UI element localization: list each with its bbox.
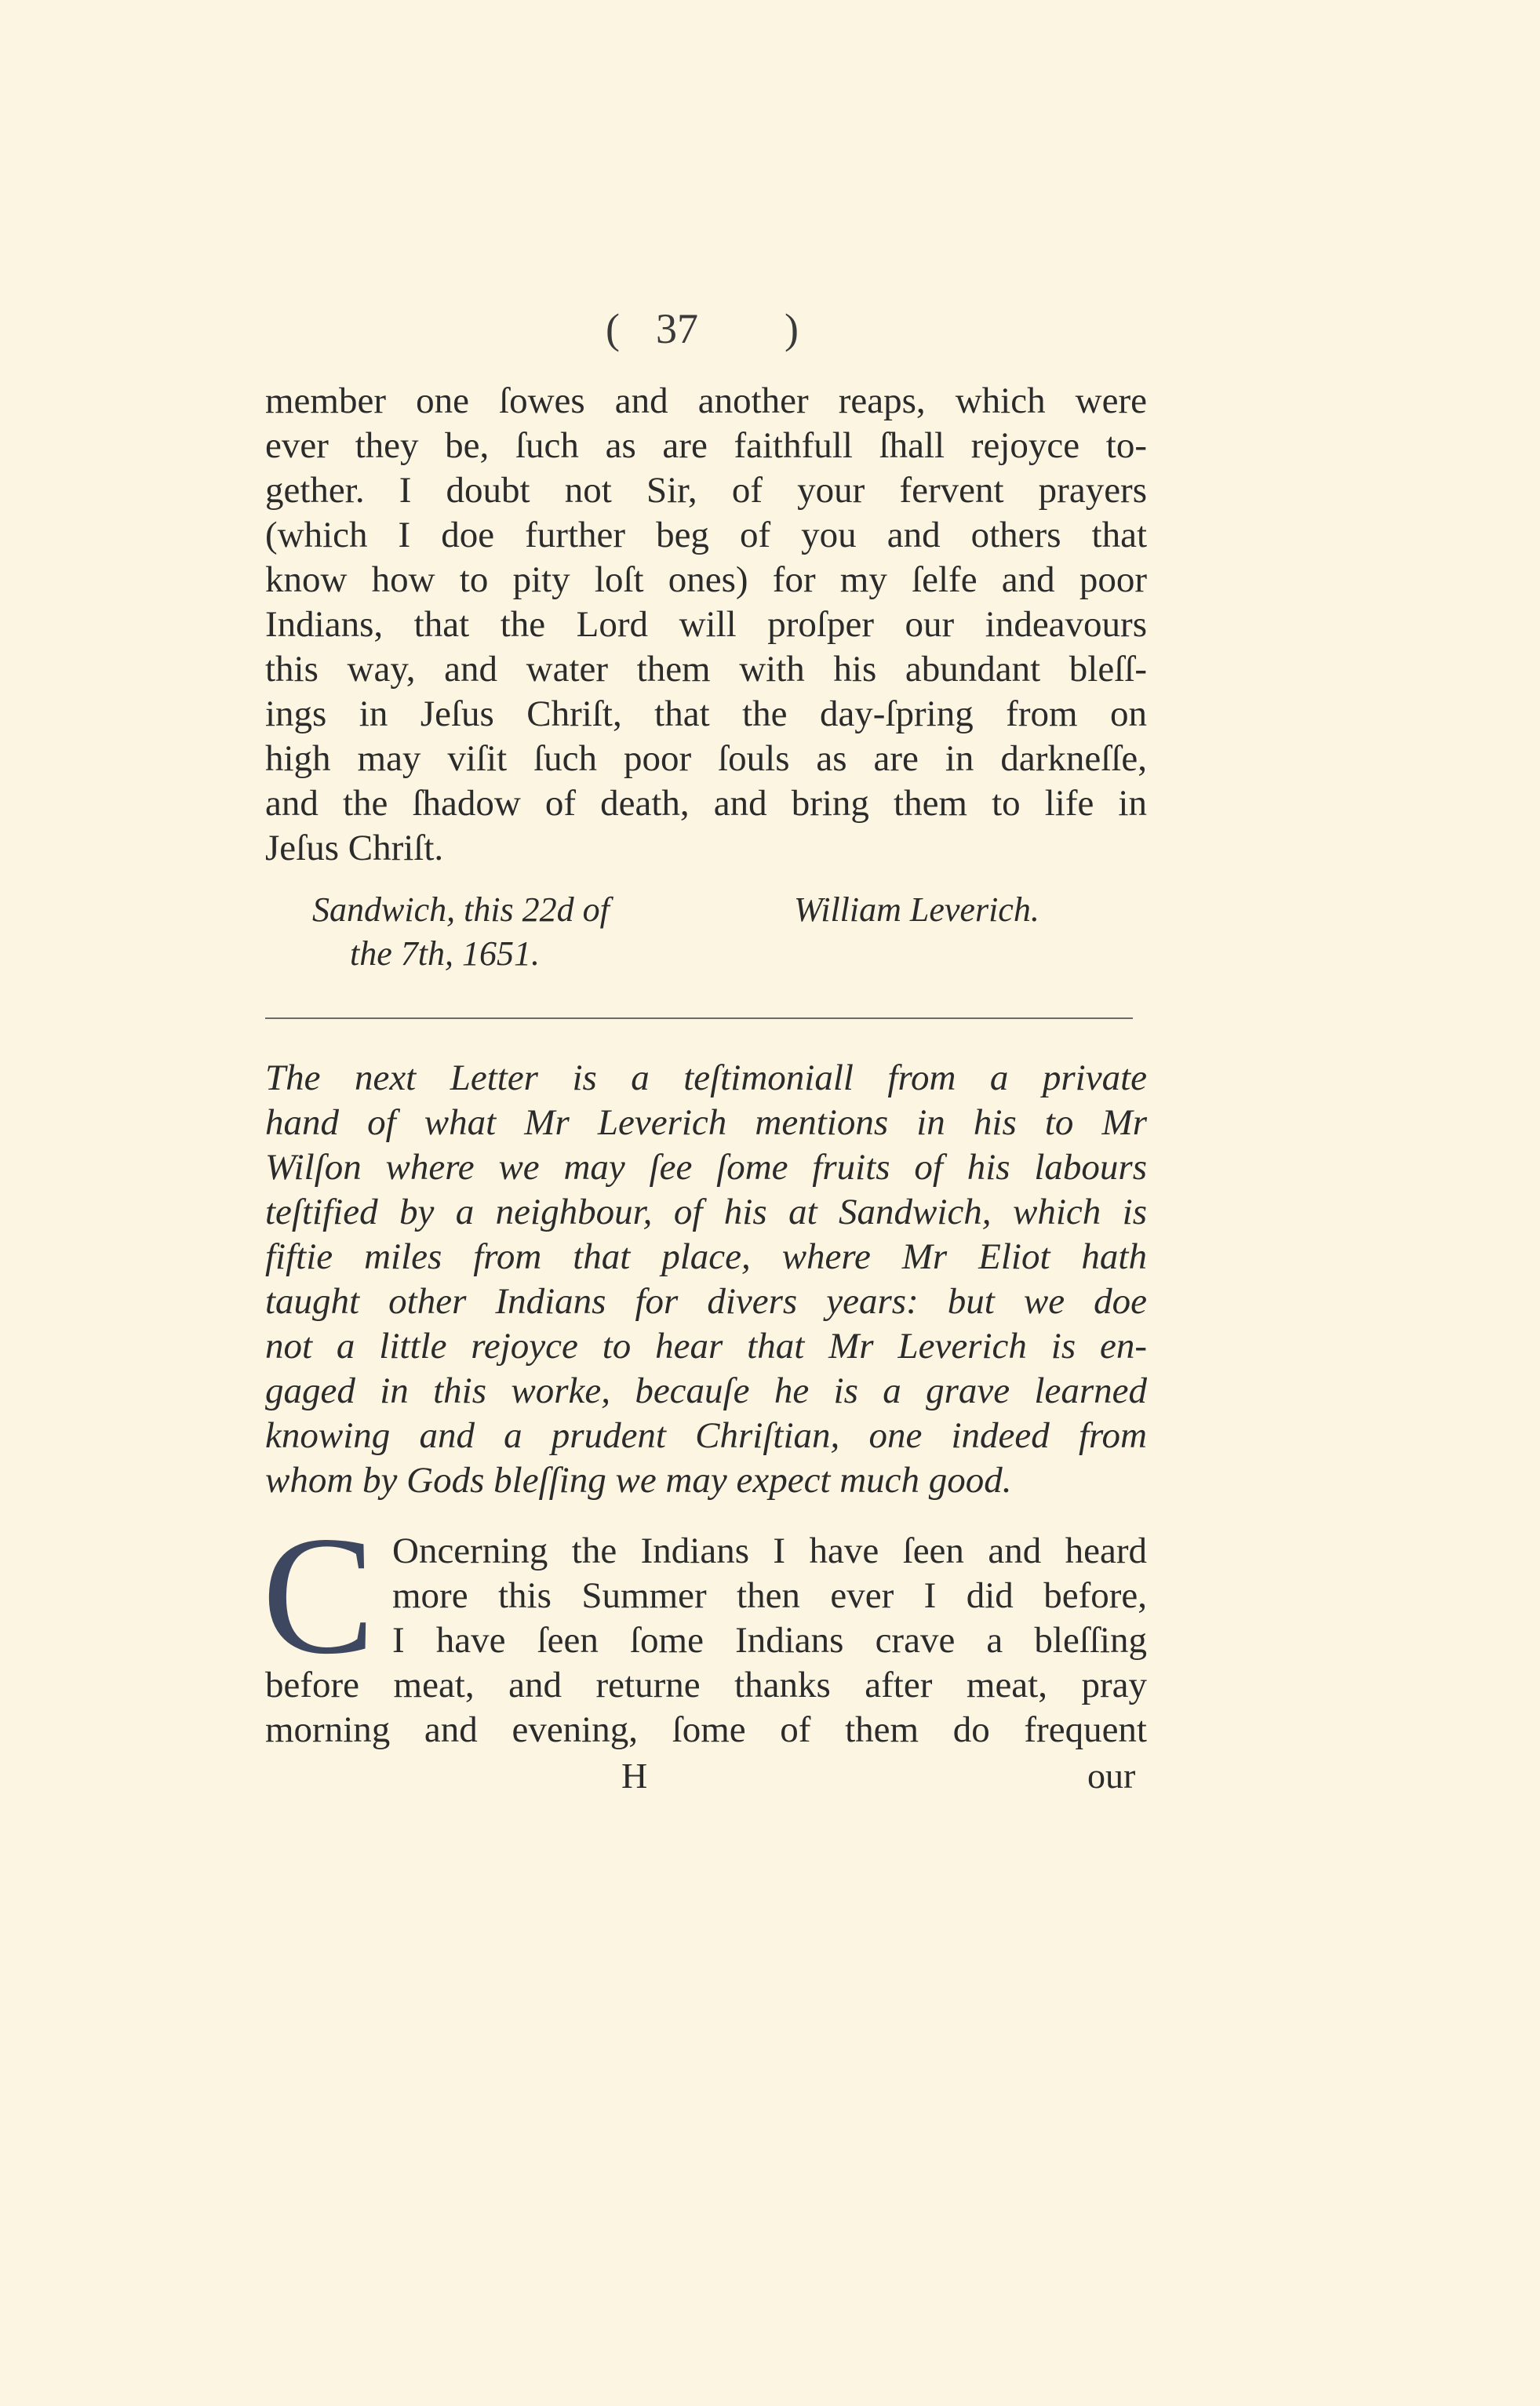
- letter-line: Indians, that the Lord will proſper our indeavours: [265, 604, 1147, 645]
- signature-mark: H: [621, 1756, 648, 1796]
- letter-line: ings in Jeſus Chriſt, that the day-ſpring from on: [265, 693, 1147, 734]
- note-line: knowing and a prudent Chriſtian, one indeed from: [265, 1415, 1147, 1456]
- catchword: our: [1087, 1756, 1136, 1796]
- testimony-line: before meat, and returne thanks after meat, pray: [265, 1665, 1147, 1705]
- note-line: taught other Indians for divers years: but we doe: [265, 1281, 1147, 1322]
- note-line: The next Letter is a teſtimoniall from a private: [265, 1057, 1147, 1098]
- letter-line: high may viſit ſuch poor ſouls as are in darkneſſe,: [265, 738, 1147, 779]
- drop-cap: C: [262, 1501, 376, 1689]
- note-line: hand of what Mr Leverich mentions in his to Mr: [265, 1102, 1147, 1143]
- letter-line: (which I doe further beg of you and others that: [265, 515, 1147, 555]
- note-line: not a little rejoyce to hear that Mr Leverich is en-: [265, 1326, 1147, 1367]
- letter-line: this way, and water them with his abundant bleſſ-: [265, 649, 1147, 690]
- folio-open-paren: (: [606, 305, 620, 352]
- letter-place-date-continued: the 7th, 1651.: [350, 934, 540, 973]
- testimony-line: morning and evening, ſome of them do frequent: [265, 1709, 1147, 1750]
- letter-line: member one ſowes and another reaps, which were: [265, 380, 1147, 421]
- folio-number: 37: [656, 305, 698, 352]
- letter-place-date: Sandwich, this 22d of: [312, 890, 610, 929]
- letter-line: and the ſhadow of death, and bring them to life in: [265, 783, 1147, 824]
- testimony-line: Oncerning the Indians I have ſeen and heard: [392, 1531, 1147, 1571]
- letter-line: gether. I doubt not Sir, of your fervent prayers: [265, 470, 1147, 511]
- letter-signature: William Leverich.: [794, 890, 1039, 929]
- section-divider: [265, 1017, 1133, 1019]
- testimony-line: I have ſeen ſome Indians crave a bleſſing: [392, 1620, 1147, 1661]
- folio-close-paren: ): [785, 305, 799, 352]
- letter-line: Jeſus Chriſt.: [265, 828, 444, 868]
- note-line: fiftie miles from that place, where Mr Eliot hath: [265, 1236, 1147, 1277]
- note-line: teſtified by a neighbour, of his at Sandwich, which is: [265, 1192, 1147, 1232]
- note-line: Wilſon where we may ſee ſome fruits of his labours: [265, 1147, 1147, 1188]
- testimony-line: more this Summer then ever I did before,: [392, 1575, 1147, 1616]
- note-line: gaged in this worke, becauſe he is a grave learned: [265, 1370, 1147, 1411]
- letter-line: know how to pity loſt ones) for my ſelfe and poor: [265, 559, 1147, 600]
- note-line: whom by Gods bleſſing we may expect much good.: [265, 1460, 1012, 1501]
- letter-line: ever they be, ſuch as are faithfull ſhall rejoyce to-: [265, 425, 1147, 466]
